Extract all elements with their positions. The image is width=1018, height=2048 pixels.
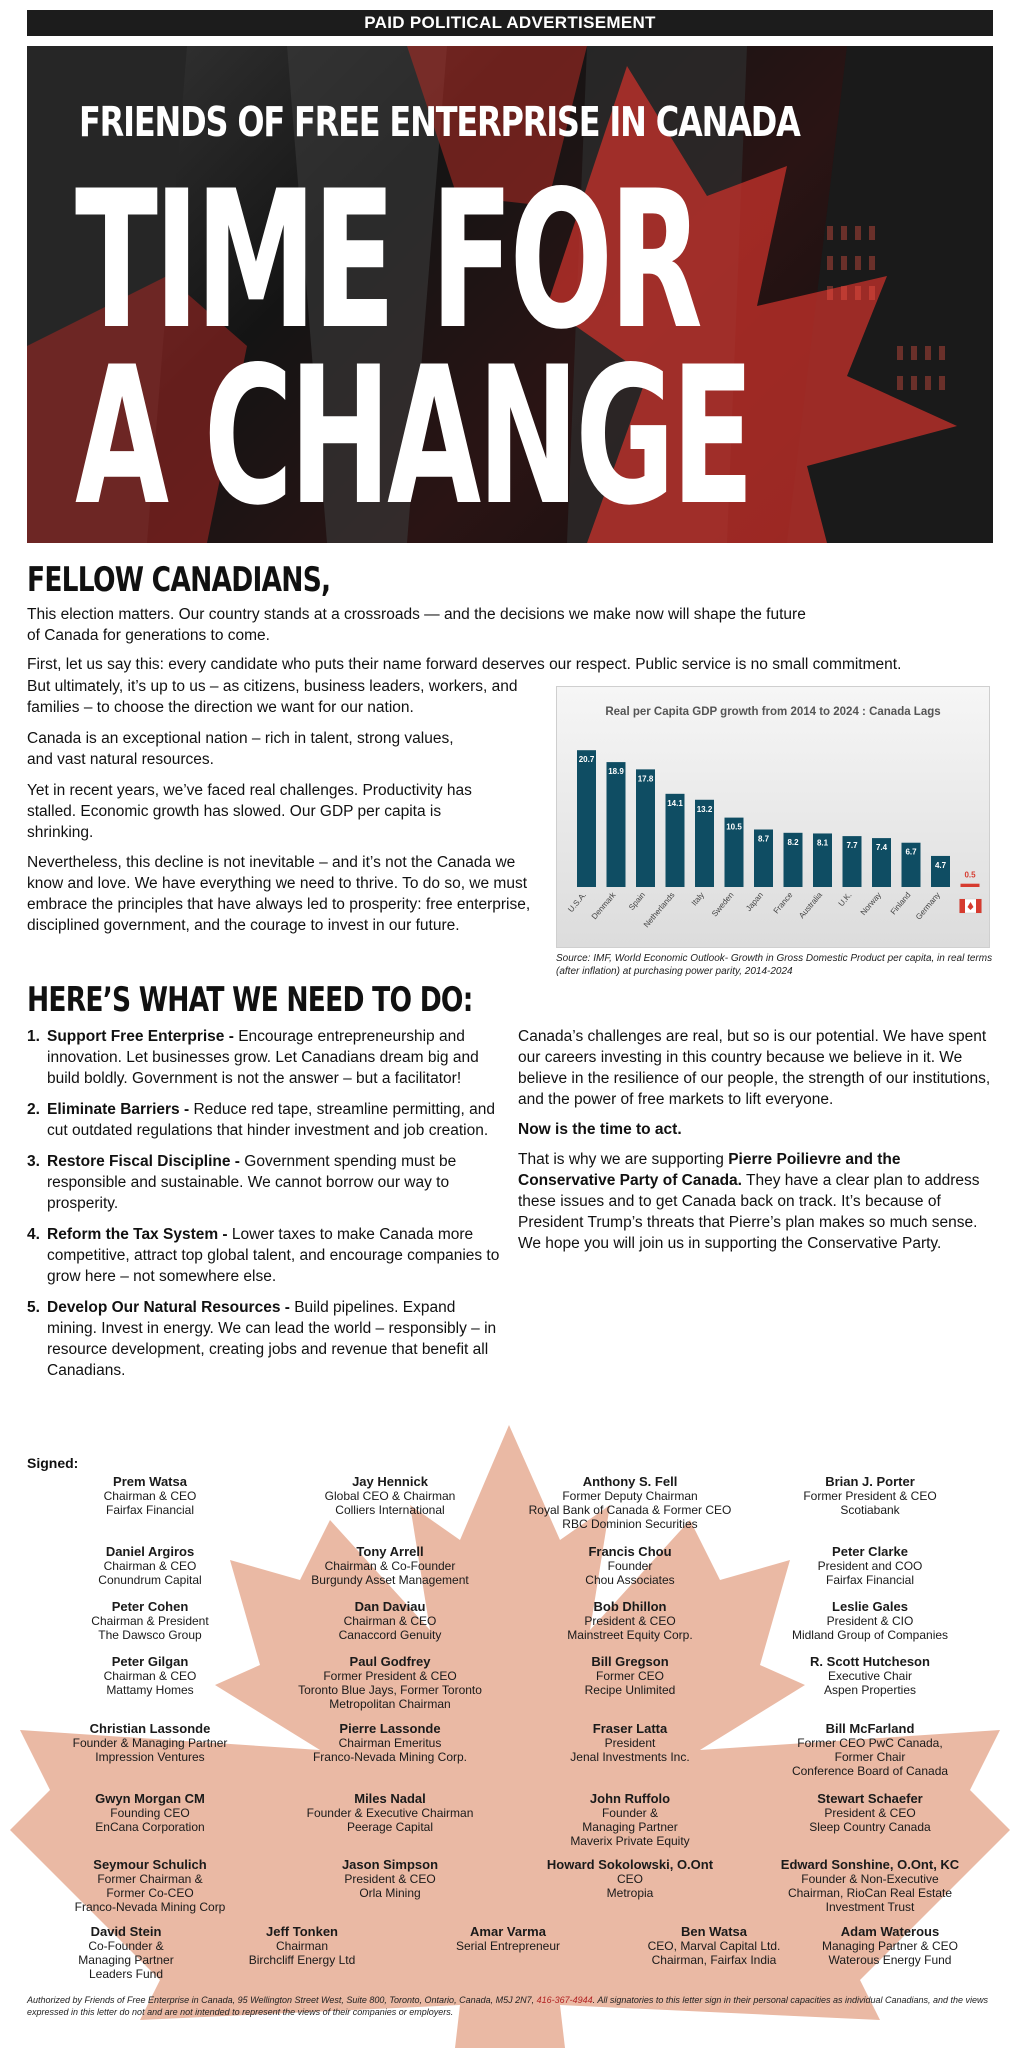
gdp-chart-svg	[557, 687, 989, 947]
signatory-title-line: CEO	[616, 1872, 643, 1886]
signatory-title-line: Canaccord Genuity	[338, 1628, 442, 1642]
signatory-title-line: Mattamy Homes	[106, 1683, 194, 1697]
signatory-title-line: Maverix Private Equity	[570, 1834, 690, 1848]
signatory-title-line: The Dawsco Group	[98, 1628, 202, 1642]
intro-paragraph: This election matters. Our country stands at a crossroads — and the decisions we make now will shape the future of Canada for generations to come.	[27, 606, 806, 644]
signatory-name: David Stein	[90, 1924, 162, 1939]
chart-category-label: Denmark	[589, 890, 618, 922]
signatory-title-line: President & CEO	[584, 1614, 676, 1628]
signatory-title-line: Impression Ventures	[95, 1750, 205, 1764]
challenges-paragraph: Yet in recent years, we’ve faced real challenges. Productivity has stalled. Economic growth has slowed. Our GDP per capita is shrinking.	[27, 782, 472, 841]
chart-data-label: 8.1	[816, 838, 829, 848]
signatory-title-line: Founder &	[601, 1806, 659, 1820]
signatory-title-line: Chairman Emeritus	[338, 1736, 442, 1750]
signatory-name: Bob Dhillon	[593, 1599, 667, 1614]
chart-bar	[577, 750, 596, 887]
signatory	[270, 1475, 510, 1517]
signatory	[510, 1655, 750, 1697]
signatory-title-line: Chairman & President	[91, 1614, 209, 1628]
signatory-title-line: Fairfax Financial	[825, 1573, 915, 1587]
action-number: 2.	[27, 1101, 40, 1118]
signatory	[510, 1858, 750, 1900]
chart-category-label: Sweden	[710, 890, 736, 919]
signatory-title-line: Toronto Blue Jays, Former Toronto	[298, 1683, 482, 1697]
action-number: 5.	[27, 1299, 40, 1316]
footer-phone: 416-367-4944	[536, 1995, 593, 2005]
signatory-name: Brian J. Porter	[825, 1474, 915, 1489]
signatory-name: Miles Nadal	[354, 1791, 426, 1806]
signatory-name: Edward Sonshine, O.Ont, KC	[780, 1857, 960, 1872]
signatory-title-line: Aspen Properties	[823, 1683, 917, 1697]
paid-advertisement-banner: PAID POLITICAL ADVERTISEMENT	[27, 10, 993, 36]
signatory-name: Peter Clarke	[832, 1544, 908, 1559]
signatory-title-line: EnCana Corporation	[95, 1820, 205, 1834]
action-item	[27, 1224, 507, 1287]
footer-text-start: Authorized by Friends of Free Enterprise in Canada, 95 Wellington Street West, Suite 800, Toronto, Ontario, Canada, M5J 2N7,	[27, 1995, 537, 2005]
action-text: Government spending must be responsible and sustainable. We cannot borrow our way to prosperity.	[47, 1153, 457, 1212]
signatory-title-line: Franco-Nevada Mining Corp	[74, 1900, 226, 1914]
signatory-title-line: Chairman, RioCan Real Estate	[787, 1886, 953, 1900]
signatory	[510, 1475, 750, 1531]
action-number: 1.	[27, 1028, 40, 1045]
signatory-title-line: Waterous Energy Fund	[828, 1953, 952, 1967]
signatory-name: Adam Waterous	[840, 1924, 940, 1939]
signatory-name: Pierre Lassonde	[339, 1721, 441, 1736]
hero-title-line2: A CHANGE	[75, 326, 751, 543]
signatory	[270, 1600, 510, 1642]
action-title: Eliminate Barriers -	[47, 1101, 194, 1118]
signatory-title-line: Former President & CEO	[323, 1669, 457, 1683]
chart-data-label: 8.2	[787, 837, 799, 847]
hero-banner	[27, 46, 993, 543]
signatory	[30, 1792, 270, 1834]
authorization-footer	[27, 1994, 993, 2018]
signatory	[750, 1792, 990, 1834]
signatory-title-line: Founder & Executive Chairman	[306, 1806, 474, 1820]
signatory	[750, 1545, 990, 1587]
chart-category-label: Japan	[744, 890, 766, 913]
signatory-name: Daniel Argiros	[105, 1544, 195, 1559]
signatory-title-line: Birchcliff Energy Ltd	[248, 1953, 356, 1967]
signatory-title-line: Metropia	[606, 1886, 654, 1900]
action-number: 4.	[27, 1226, 40, 1243]
signatory-title-line: Franco-Nevada Mining Corp.	[312, 1750, 468, 1764]
signatory-title-line: Chairman & CEO	[103, 1489, 197, 1503]
signatory	[270, 1655, 510, 1711]
signatory	[510, 1545, 750, 1587]
signatory-name: Fraser Latta	[592, 1721, 668, 1736]
action-text: Lower taxes to make Canada more competitive, attract top global talent, and encourage companies to grow here – not somewhere else.	[47, 1226, 500, 1285]
call-to-action: Now is the time to act.	[518, 1121, 682, 1138]
signatory-name: Anthony S. Fell	[582, 1474, 678, 1489]
signatory	[388, 1925, 628, 1953]
signatory-name: Francis Chou	[588, 1544, 672, 1559]
signatory-title-line: CEO, Marval Capital Ltd.	[647, 1939, 781, 1953]
signatory-title-line: RBC Dominion Securities	[562, 1517, 698, 1531]
action-item	[27, 1151, 507, 1214]
chart-category-label: Netherlands	[641, 890, 677, 930]
signatory	[30, 1655, 270, 1697]
signatory-name: Dan Daviau	[354, 1599, 426, 1614]
signatory-title-line: Orla Mining	[359, 1886, 421, 1900]
signatory-title-line: Former Co-CEO	[106, 1886, 194, 1900]
signatory-title-line: Chairman & CEO	[103, 1559, 197, 1573]
exceptional-paragraph: Canada is an exceptional nation – rich in talent, strong values, and vast natural resources.	[27, 730, 454, 768]
action-title: Reform the Tax System -	[47, 1226, 232, 1243]
signatory-name: Amar Varma	[470, 1924, 546, 1939]
signatory-name: Jason Simpson	[341, 1857, 439, 1872]
chart-data-label: 18.9	[608, 767, 624, 777]
signatory-title-line: Former Deputy Chairman	[562, 1489, 698, 1503]
signatory-name: Christian Lassonde	[89, 1721, 211, 1736]
signatory	[30, 1600, 270, 1642]
signatory	[750, 1722, 990, 1778]
signatory	[510, 1600, 750, 1642]
signatory-title-line: Conference Board of Canada	[791, 1764, 949, 1778]
signatory	[750, 1858, 990, 1914]
signatory	[750, 1475, 990, 1517]
action-number: 3.	[27, 1153, 40, 1170]
signatory-title-line: Founder & Non-Executive	[801, 1872, 939, 1886]
signatory	[510, 1722, 750, 1764]
signatory-title-line: Former President & CEO	[803, 1489, 937, 1503]
signatory	[750, 1655, 990, 1697]
signatory-title-line: Sleep Country Canada	[809, 1820, 931, 1834]
hero-organization-name: FRIENDS OF FREE ENTERPRISE IN CANADA	[79, 98, 800, 146]
signatory-name: Seymour Schulich	[93, 1857, 207, 1872]
signatory-title-line: Recipe Unlimited	[584, 1683, 676, 1697]
signatory-title-line: Founder & Managing Partner	[72, 1736, 228, 1750]
signatory-title-line: Chairman, Fairfax India	[651, 1953, 777, 1967]
signatory-title-line: Global CEO & Chairman	[324, 1489, 456, 1503]
signatory-title-line: President	[604, 1736, 656, 1750]
signatory-title-line: Royal Bank of Canada & Former CEO	[528, 1503, 732, 1517]
chart-category-label: Norway	[858, 890, 884, 918]
signatory-title-line: Managing Partner	[78, 1953, 174, 1967]
signatory-title-line: Managing Partner & CEO	[821, 1939, 959, 1953]
signatory	[30, 1475, 270, 1517]
chart-data-label: 0.5	[964, 870, 976, 880]
signatory-title-line: Former CEO	[595, 1669, 664, 1683]
signatory	[30, 1858, 270, 1914]
action-item	[27, 1297, 507, 1381]
signatory	[270, 1722, 510, 1764]
chart-data-label: 14.1	[667, 798, 683, 808]
signatory-title-line: President and COO	[817, 1559, 923, 1573]
signatory-name: Leslie Gales	[832, 1599, 908, 1614]
signatory	[182, 1925, 422, 1967]
signatory-title-line: Chairman	[275, 1939, 329, 1953]
chart-bar	[961, 884, 980, 887]
signatory-title-line: President & CIO	[826, 1614, 914, 1628]
action-text: Build pipelines. Expand mining. Invest in energy. We can lead the world – responsibly – in resource development, creating jobs and revenue that benefit all Canadians.	[47, 1299, 497, 1379]
chart-data-label: 4.7	[934, 860, 947, 870]
respect-paragraph: First, let us say this: every candidate who puts their name forward deserves our respect. Public service is no small commitment.	[27, 656, 902, 673]
signatory-name: Paul Godfrey	[349, 1654, 431, 1669]
signatory-name: R. Scott Hutcheson	[810, 1654, 930, 1669]
signatory-title-line: Jenal Investments Inc.	[570, 1750, 690, 1764]
signatory-name: Stewart Schaefer	[817, 1791, 923, 1806]
signatory-name: Prem Watsa	[113, 1474, 187, 1489]
chart-data-label: 8.7	[757, 834, 770, 844]
signatory-name: Tony Arrell	[356, 1544, 424, 1559]
chart-source-note: Source: IMF, World Economic Outlook- Growth in Gross Domestic Product per capita, in real terms (after inflation) at purchasing power parity, 2014-2024	[556, 953, 993, 977]
signatory-title-line: President & CEO	[824, 1806, 916, 1820]
support-body: They have a clear plan to address these issues and to get Canada back on track. It’s because of President Trump’s threats that Pierre’s plan makes so much sense. We hope you will join us in supporting the Conservative Party.	[518, 1172, 980, 1252]
support-intro: That is why we are supporting	[518, 1151, 729, 1168]
chart-category-label: Italy	[689, 890, 707, 908]
nevertheless-paragraph: Nevertheless, this decline is not inevitable – and it’s not the Canada we know and love. We have everything we need to thrive. To do so, we must embrace the principles that have always led to prosperity: free enterprise, disciplined government, and the courage to invest in our future.	[27, 854, 531, 934]
action-text: Encourage entrepreneurship and innovation. Let businesses grow. Let Canadians dream big and build boldly. Government is not the answer – but a facilitator!	[47, 1028, 479, 1087]
chart-data-label: 7.7	[846, 841, 858, 851]
signatory	[30, 1545, 270, 1587]
signatory-title-line: Former Chair	[834, 1750, 906, 1764]
signatory-name: Peter Cohen	[111, 1599, 189, 1614]
signatory-title-line: Leaders Fund	[88, 1967, 164, 1981]
signatory-title-line: Conundrum Capital	[98, 1573, 202, 1587]
signatory-title-line: Fairfax Financial	[105, 1503, 195, 1517]
signatory-title-line: Colliers International	[335, 1503, 445, 1517]
canada-flag-band-right	[976, 899, 982, 913]
signatory-name: Bill McFarland	[825, 1721, 915, 1736]
signatory	[750, 1600, 990, 1642]
signatory-name: John Ruffolo	[589, 1791, 671, 1806]
signatory-title-line: Founding CEO	[110, 1806, 190, 1820]
action-text: Reduce red tape, streamline permitting, and cut outdated regulations that hinder investment and job creation.	[47, 1101, 496, 1139]
signatory	[770, 1925, 1010, 1967]
chart-data-label: 17.8	[637, 774, 654, 784]
signatory-title-line: Metropolitan Chairman	[329, 1697, 451, 1711]
signatory-title-line: Peerage Capital	[346, 1820, 434, 1834]
action-item	[27, 1099, 507, 1141]
signatory-name: Jeff Tonken	[266, 1924, 338, 1939]
signatory-title-line: Investment Trust	[825, 1900, 915, 1914]
chart-data-label: 13.2	[696, 804, 713, 814]
chart-category-label: Spain	[626, 890, 648, 912]
greeting-heading: FELLOW CANADIANS,	[27, 560, 331, 600]
signatory-title-line: Managing Partner	[582, 1820, 678, 1834]
chart-category-label: U.K.	[836, 890, 854, 909]
signatory-title-line: Mainstreet Equity Corp.	[567, 1628, 693, 1642]
action-title: Restore Fiscal Discipline -	[47, 1153, 245, 1170]
hero-title-line1: TIME FOR	[75, 150, 699, 371]
chart-category-label: Australia	[797, 890, 825, 921]
signatory-title-line: Chairman & Co-Founder	[324, 1559, 456, 1573]
signatory-title-line: Chairman & CEO	[343, 1614, 437, 1628]
signatory-name: Jay Hennick	[352, 1474, 428, 1489]
chart-category-label: U.S.A.	[566, 890, 589, 915]
signatory-name: Bill Gregson	[591, 1654, 669, 1669]
action-item	[27, 1026, 507, 1089]
signatory-title-line: Midland Group of Companies	[791, 1628, 949, 1642]
chart-category-label: Finland	[888, 890, 913, 917]
chart-category-label: France	[771, 890, 795, 916]
chart-data-label: 7.4	[875, 843, 888, 853]
signatory	[270, 1792, 510, 1834]
party-name: Pierre Poilievre and the Conservative Party of Canada.	[518, 1151, 901, 1189]
closing-column	[518, 1026, 993, 1263]
action-list	[27, 1026, 507, 1391]
chart-title: Real per Capita GDP growth from 2014 to 2024 : Canada Lags	[605, 706, 941, 718]
signatory-title-line: Co-Founder &	[88, 1939, 164, 1953]
footer-text-end: . All signatories to this letter sign in their personal capacities as individual Canadians, and the views expressed in this letter do not and are not intended to represent the views of their companies or employers.	[27, 1995, 989, 2017]
signed-label: Signed:	[27, 1455, 79, 1471]
signatory-title-line: Burgundy Asset Management	[311, 1573, 469, 1587]
signatory	[270, 1858, 510, 1900]
signatory-title-line: Chairman & CEO	[103, 1669, 197, 1683]
ultimately-paragraph: But ultimately, it’s up to us – as citizens, business leaders, workers, and families – to choose the direction we want for our nation.	[27, 678, 518, 716]
signatory-title-line: President & CEO	[344, 1872, 436, 1886]
signatory-name: Peter Gilgan	[111, 1654, 189, 1669]
action-title: Support Free Enterprise -	[47, 1028, 239, 1045]
signatory-title-line: Chou Associates	[585, 1573, 675, 1587]
signatory-name: Gwyn Morgan CM	[95, 1791, 205, 1806]
plan-heading: HERE’S WHAT WE NEED TO DO:	[27, 980, 473, 1020]
gdp-growth-chart	[556, 686, 990, 948]
chart-data-label: 10.5	[726, 822, 742, 832]
signatory-title-line: Scotiabank	[840, 1503, 900, 1517]
signatory-name: Ben Watsa	[681, 1924, 747, 1939]
signatory-title-line: Founder	[607, 1559, 653, 1573]
potential-paragraph: Canada’s challenges are real, but so is our potential. We have spent our careers investing in this country because we believe in it. We believe in the resilience of our people, the strength of our institutions, and the power of free markets to lift everyone.	[518, 1028, 991, 1108]
signatory-title-line: Former Chairman &	[97, 1872, 203, 1886]
signatory	[270, 1545, 510, 1587]
chart-data-label: 6.7	[905, 847, 917, 857]
action-title: Develop Our Natural Resources -	[47, 1299, 295, 1316]
chart-category-label: Germany	[913, 890, 943, 922]
signatory-name: Howard Sokolowski, O.Ont	[546, 1857, 714, 1872]
chart-bar	[636, 769, 655, 887]
signatory-title-line: Former CEO PwC Canada,	[797, 1736, 943, 1750]
signatory	[510, 1792, 750, 1848]
signatory	[30, 1722, 270, 1764]
signatory-title-line: Executive Chair	[827, 1669, 913, 1683]
support-paragraph	[518, 1149, 993, 1254]
chart-data-label: 20.7	[578, 755, 595, 765]
chart-bar	[607, 762, 626, 887]
canada-flag-band-left	[960, 899, 966, 913]
signatory-title-line: Serial Entrepreneur	[455, 1939, 561, 1953]
